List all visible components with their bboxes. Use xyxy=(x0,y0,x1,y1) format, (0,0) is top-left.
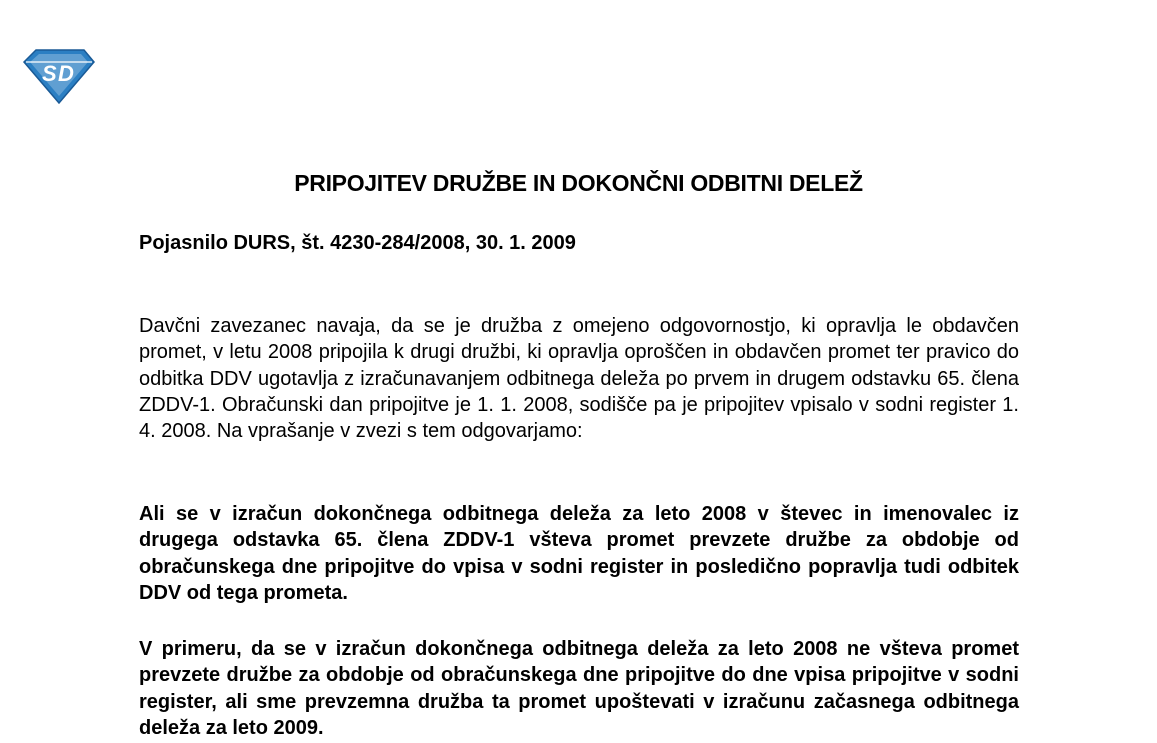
document-title: PRIPOJITEV DRUŽBE IN DOKONČNI ODBITNI DELEŽ xyxy=(294,170,863,196)
document-reference: Pojasnilo DURS, št. 4230-284/2008, 30. 1. 2009 xyxy=(139,232,576,254)
svg-text:D: D xyxy=(58,61,74,86)
svg-text:S: S xyxy=(42,61,57,86)
paragraph-question-1: Ali se v izračun dokončnega odbitnega deleža za leto 2008 v števec in imenovalec iz drugega odstavka 65. člena ZDDV-1 všteva promet prevzete družbe za obdobje od obračunskega dne pripojitve do vpisa v sodni register in posledično popravlja tudi odbitek DDV od tega prometa. xyxy=(139,503,1019,604)
paragraph-intro: Davčni zavezanec navaja, da se je družba z omejeno odgovornostjo, ki opravlja le obdavčen promet, v letu 2008 pripojila k drugi družbi, ki opravlja oproščen in obdavčen promet ter pravico do odbitka DDV ugotavlja z izračunavanjem odbitnega deleža po prvem in drugem odstavku 65. člena ZDDV-1. Obračunski dan pripojitve je 1. 1. 2008, sodišče pa je pripojitev vpisalo v sodni register 1. 4. 2008. Na vprašanje v zvezi s tem odgovarjamo: xyxy=(139,315,1019,443)
paragraph-question-2: V primeru, da se v izračun dokončnega odbitnega deleža za leto 2008 ne všteva promet prevzete družbe za obdobje od obračunskega dne pripojitve do dne vpisa pripojitve v sodni register, ali sme prevzemna družba ta promet upoštevati v izračunu začasnega odbitnega deleža za leto 2009. xyxy=(139,638,1019,739)
sd-logo-icon xyxy=(22,48,96,104)
